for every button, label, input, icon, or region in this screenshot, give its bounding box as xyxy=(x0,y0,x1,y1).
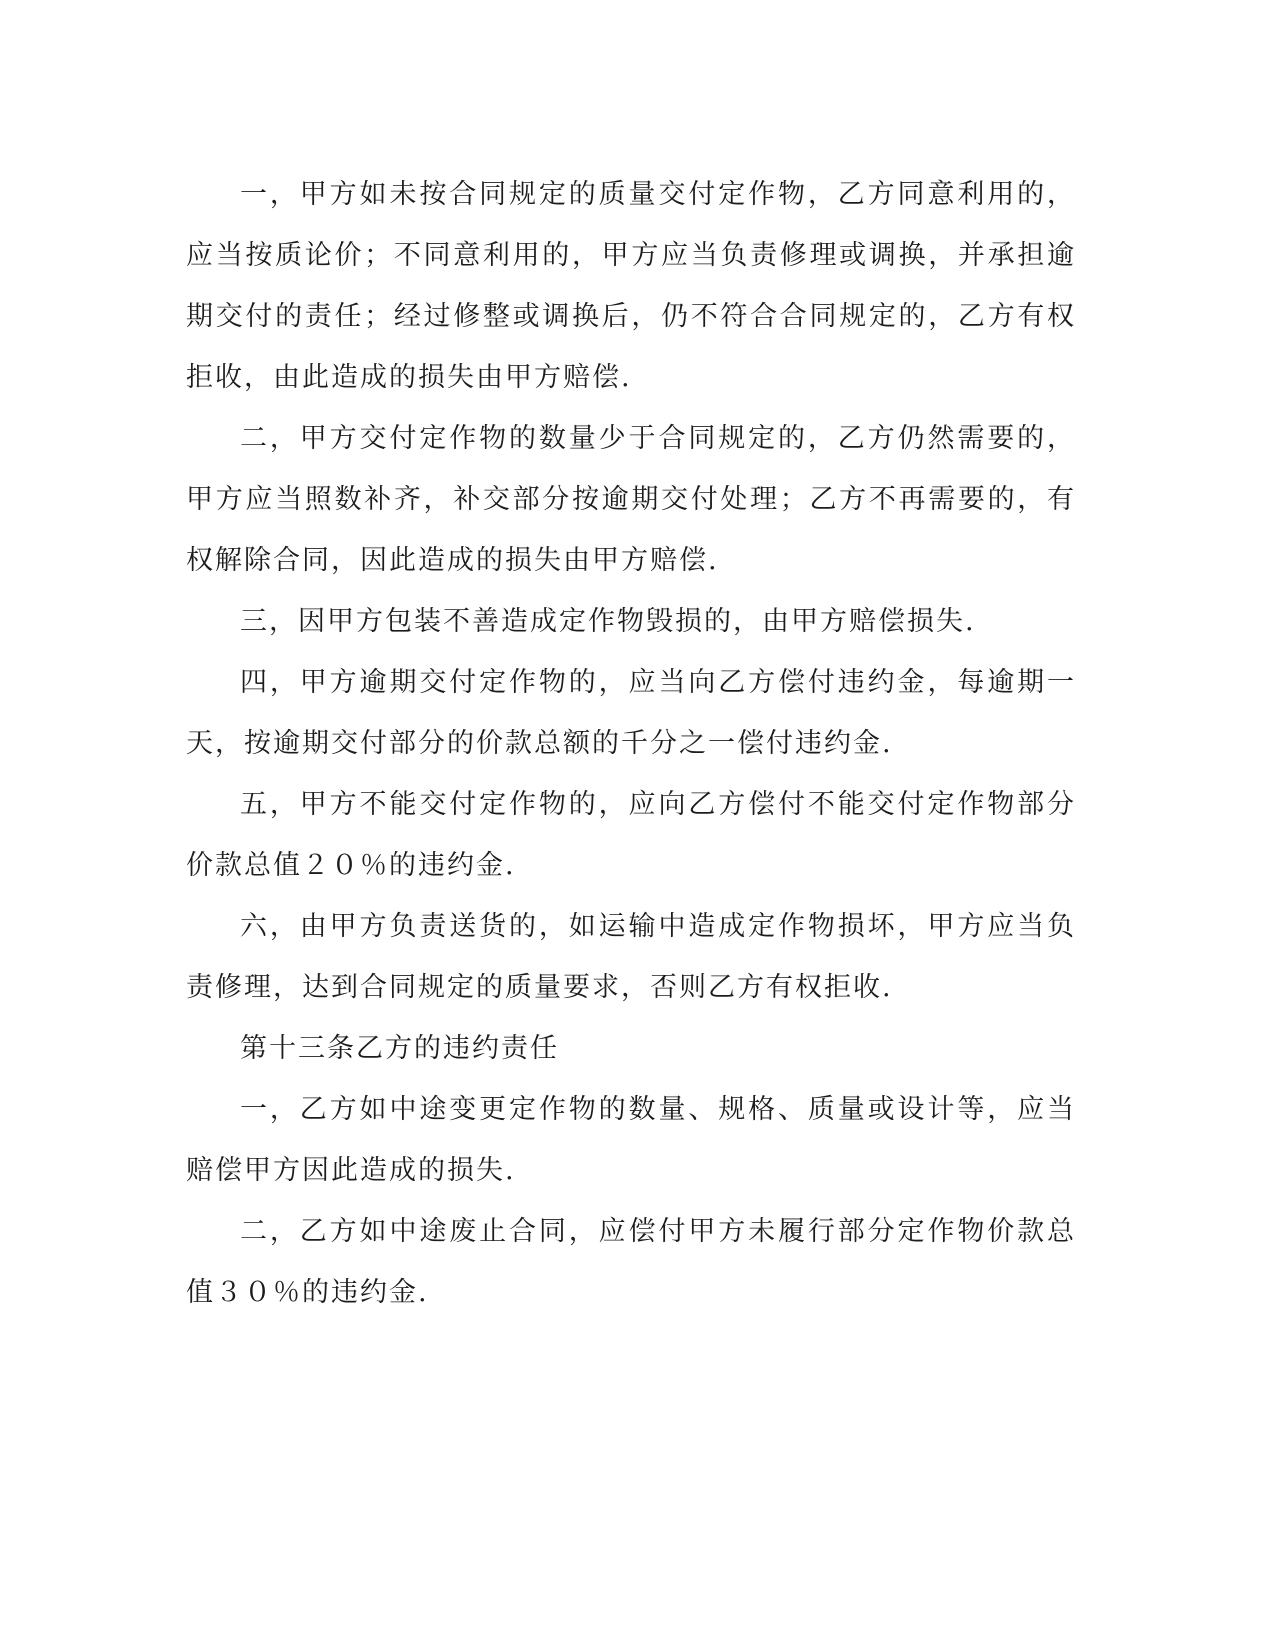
paragraph-3-packaging-damage: 三，因甲方包装不善造成定作物毁损的，由甲方赔偿损失. xyxy=(240,606,976,637)
paragraph-7-change-of-order: 一，乙方如中途变更定作物的数量、规格、质量或设计等，应当赔偿甲方因此造成的损失. xyxy=(186,1094,1076,1186)
paragraph-4-late-delivery: 四，甲方逾期交付定作物的，应当向乙方偿付违约金，每逾期一天，按逾期交付部分的价款总额的千分之一偿付违约金. xyxy=(186,667,1076,759)
paragraph-8-contract-termination: 二，乙方如中途废止合同，应偿付甲方未履行部分定作物价款总值３０％的违约金. xyxy=(186,1216,1076,1308)
section-heading-article-13: 第十三条乙方的违约责任 xyxy=(240,1033,559,1064)
document-body xyxy=(186,164,1076,1323)
paragraph-1-quality-defect: 一，甲方如未按合同规定的质量交付定作物，乙方同意利用的，应当按质论价；不同意利用的，甲方应当负责修理或调换，并承担逾期交付的责任；经过修整或调换后，仍不符合合同规定的，乙方有权拒收，由此造成的损失由甲方赔偿. xyxy=(186,179,1076,393)
paragraph-6-transport-damage: 六，由甲方负责送货的，如运输中造成定作物损坏，甲方应当负责修理，达到合同规定的质量要求，否则乙方有权拒收. xyxy=(186,911,1076,1003)
paragraph-2-quantity-shortage: 二，甲方交付定作物的数量少于合同规定的，乙方仍然需要的，甲方应当照数补齐，补交部分按逾期交付处理；乙方不再需要的，有权解除合同，因此造成的损失由甲方赔偿. xyxy=(186,423,1076,576)
paragraph-5-non-delivery: 五，甲方不能交付定作物的，应向乙方偿付不能交付定作物部分价款总值２０％的违约金. xyxy=(186,789,1076,881)
